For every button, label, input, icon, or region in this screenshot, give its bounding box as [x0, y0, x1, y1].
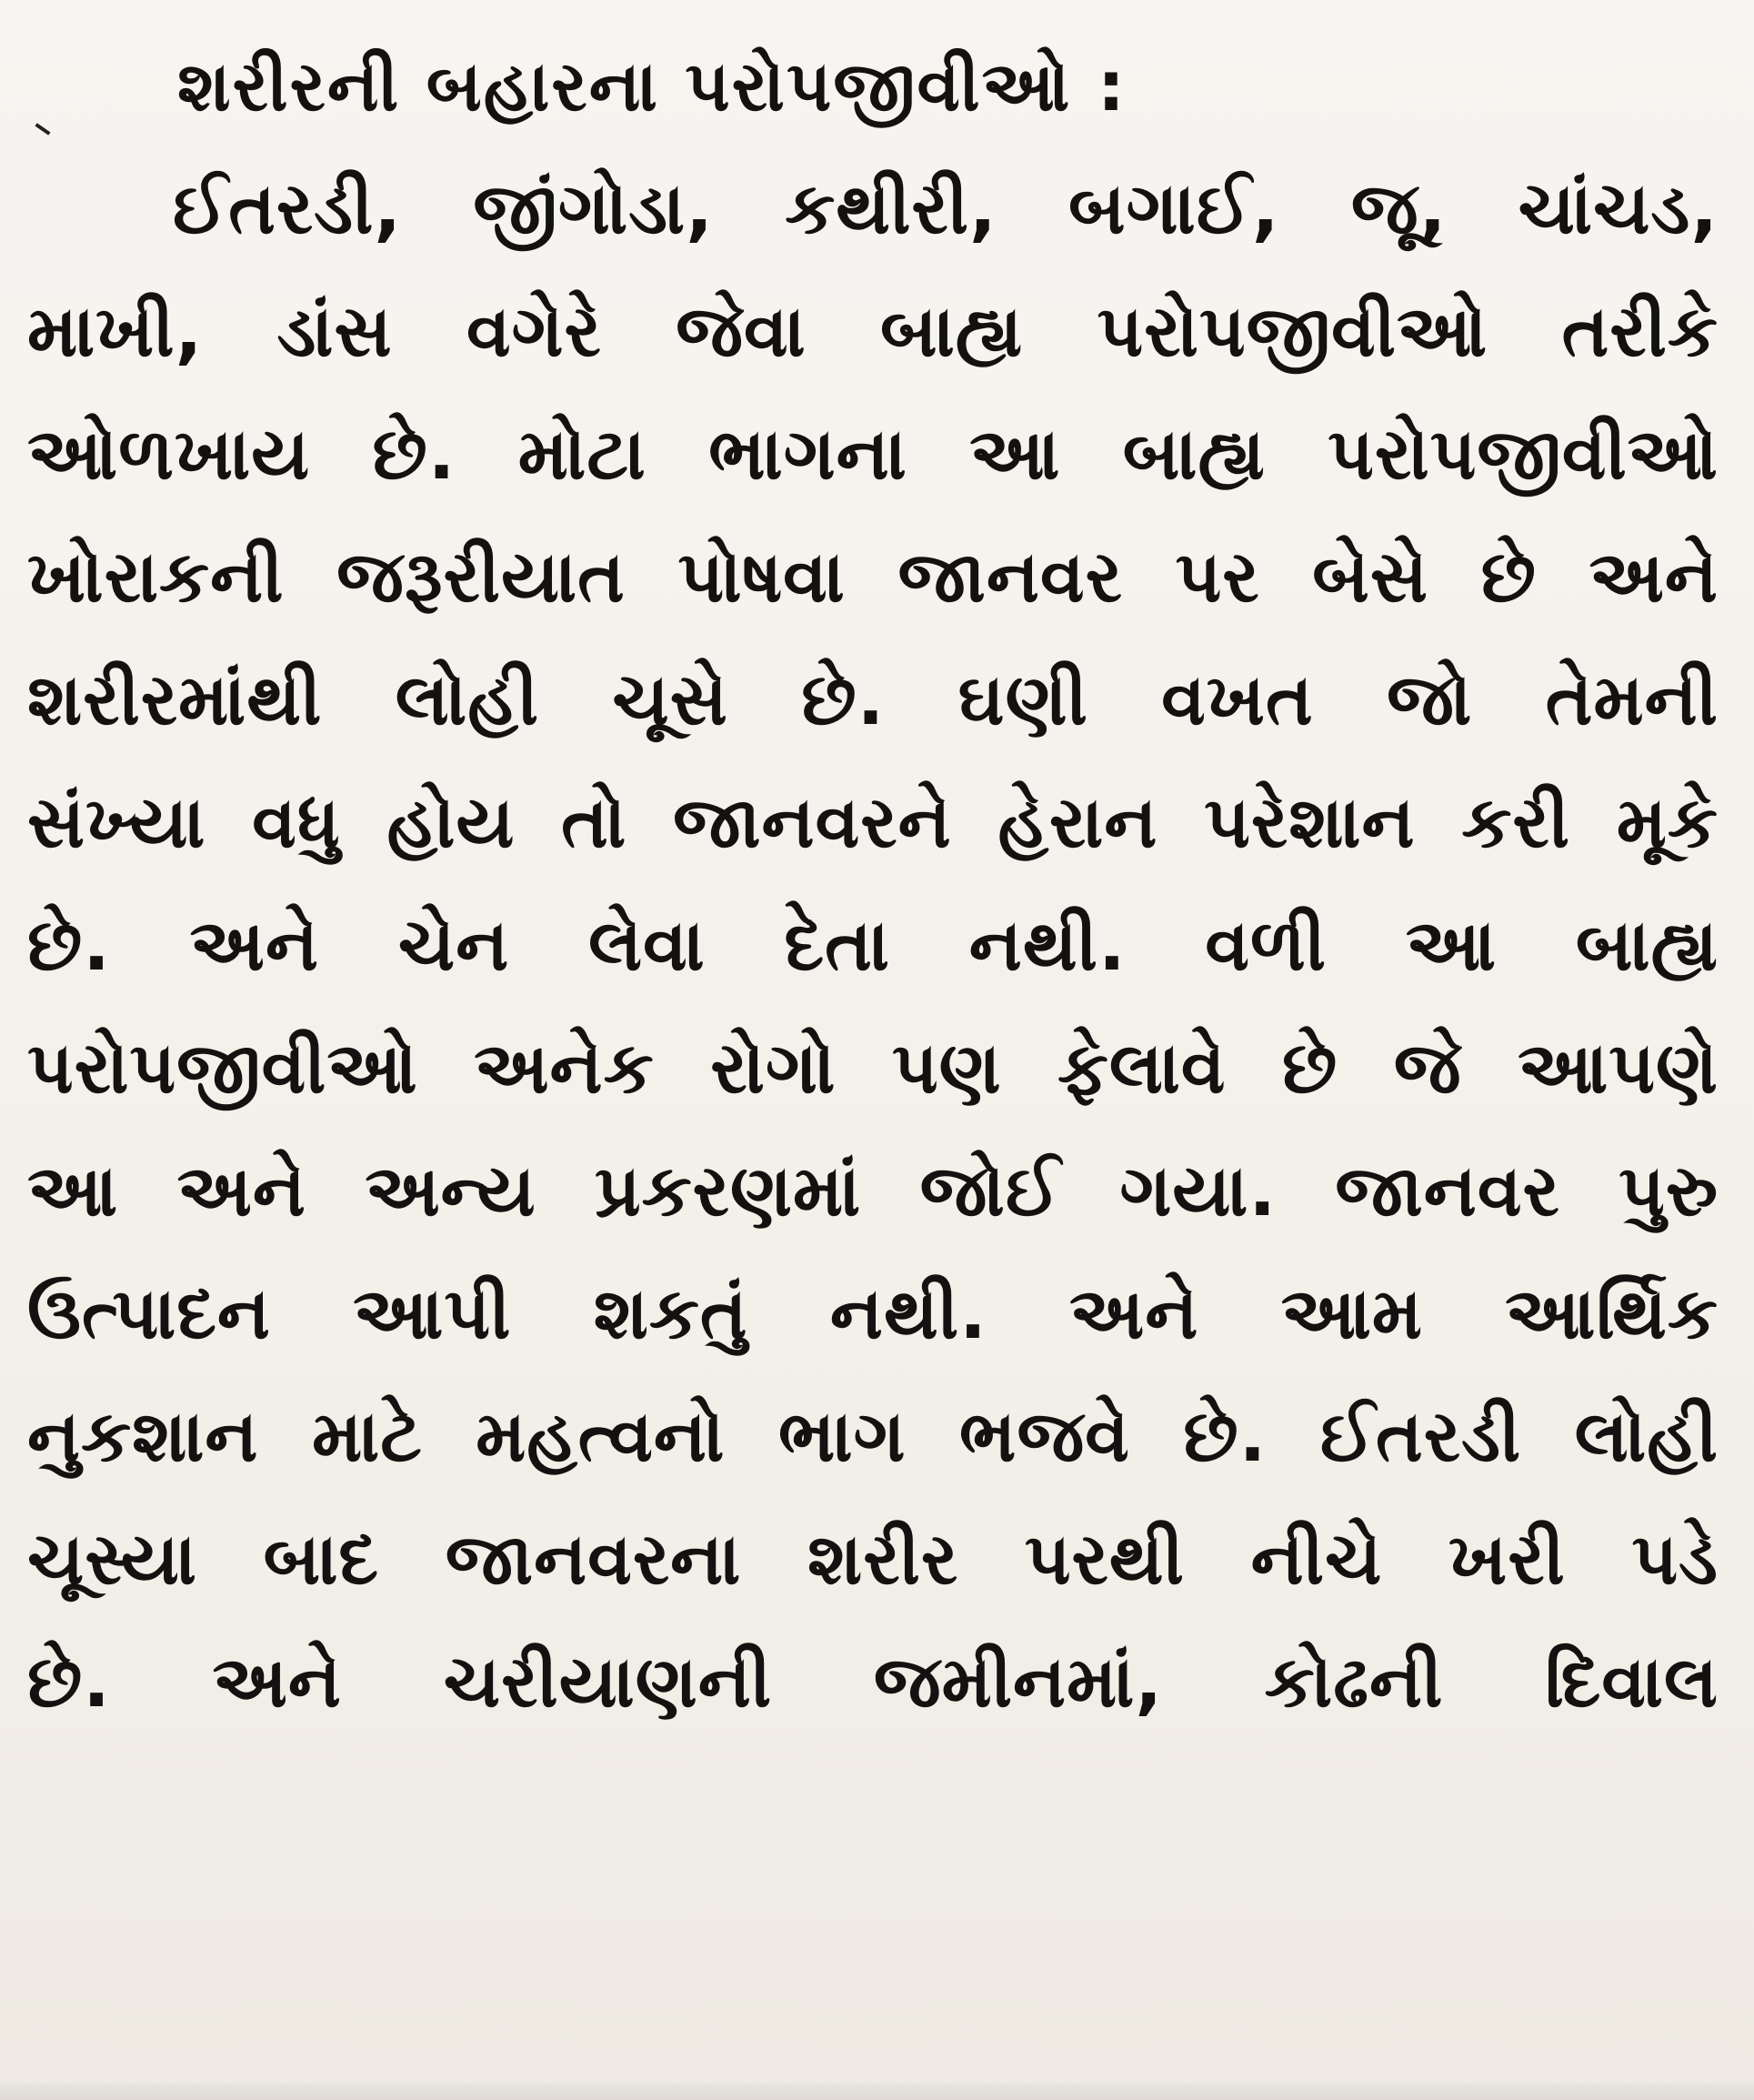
text-line-12: ચૂસ્યા બાદ જાનવરના શરીર પરથી નીચે ખરી પડે — [27, 1519, 1719, 1601]
text-line-10: ઉત્પાદન આપી શકતું નથી. અને આમ આર્થિક — [27, 1273, 1719, 1355]
text-line-7: છે. અને ચેન લેવા દેતા નથી. વળી આ બાહ્ય — [27, 905, 1719, 987]
text-line-5: શરીરમાંથી લોહી ચૂસે છે. ઘણી વખત જો તેમની — [27, 659, 1719, 741]
section-heading: શરીરની બહારના પરોપજીવીઓ : — [177, 45, 1128, 126]
text-line-8: પરોપજીવીઓ અનેક રોગો પણ ફેલાવે છે જે આપણે — [27, 1028, 1719, 1110]
text-line-9: આ અને અન્ય પ્રકરણમાં જોઈ ગયા. જાનવર પુરુ — [27, 1150, 1719, 1232]
text-line-13: છે. અને ચરીયાણની જમીનમાં, કોઢની દિવાલ — [27, 1642, 1719, 1723]
text-line-3: ઓળખાય છે. મોટા ભાગના આ બાહ્ય પરોપજીવીઓ — [27, 414, 1719, 496]
text-line-1: ઈતરડી, જીંગોડા, કથીરી, બગાઈ, જૂ, ચાંચડ, — [173, 168, 1719, 250]
bottom-edge — [0, 2083, 1754, 2100]
text-line-11: નુકશાન માટે મહત્વનો ભાગ ભજવે છે. ઈતરડી લોહી — [27, 1396, 1719, 1478]
text-line-2: માખી, ડાંસ વગેરે જેવા બાહ્ય પરોપજીવીઓ તરીકે — [27, 291, 1719, 373]
text-line-6: સંખ્યા વધુ હોય તો જાનવરને હેરાન પરેશાન કરી મૂકે — [27, 782, 1719, 864]
ink-speck — [35, 123, 50, 136]
text-line-4: ખોરાકની જરૂરીયાત પોષવા જાનવર પર બેસે છે અને — [27, 537, 1719, 618]
